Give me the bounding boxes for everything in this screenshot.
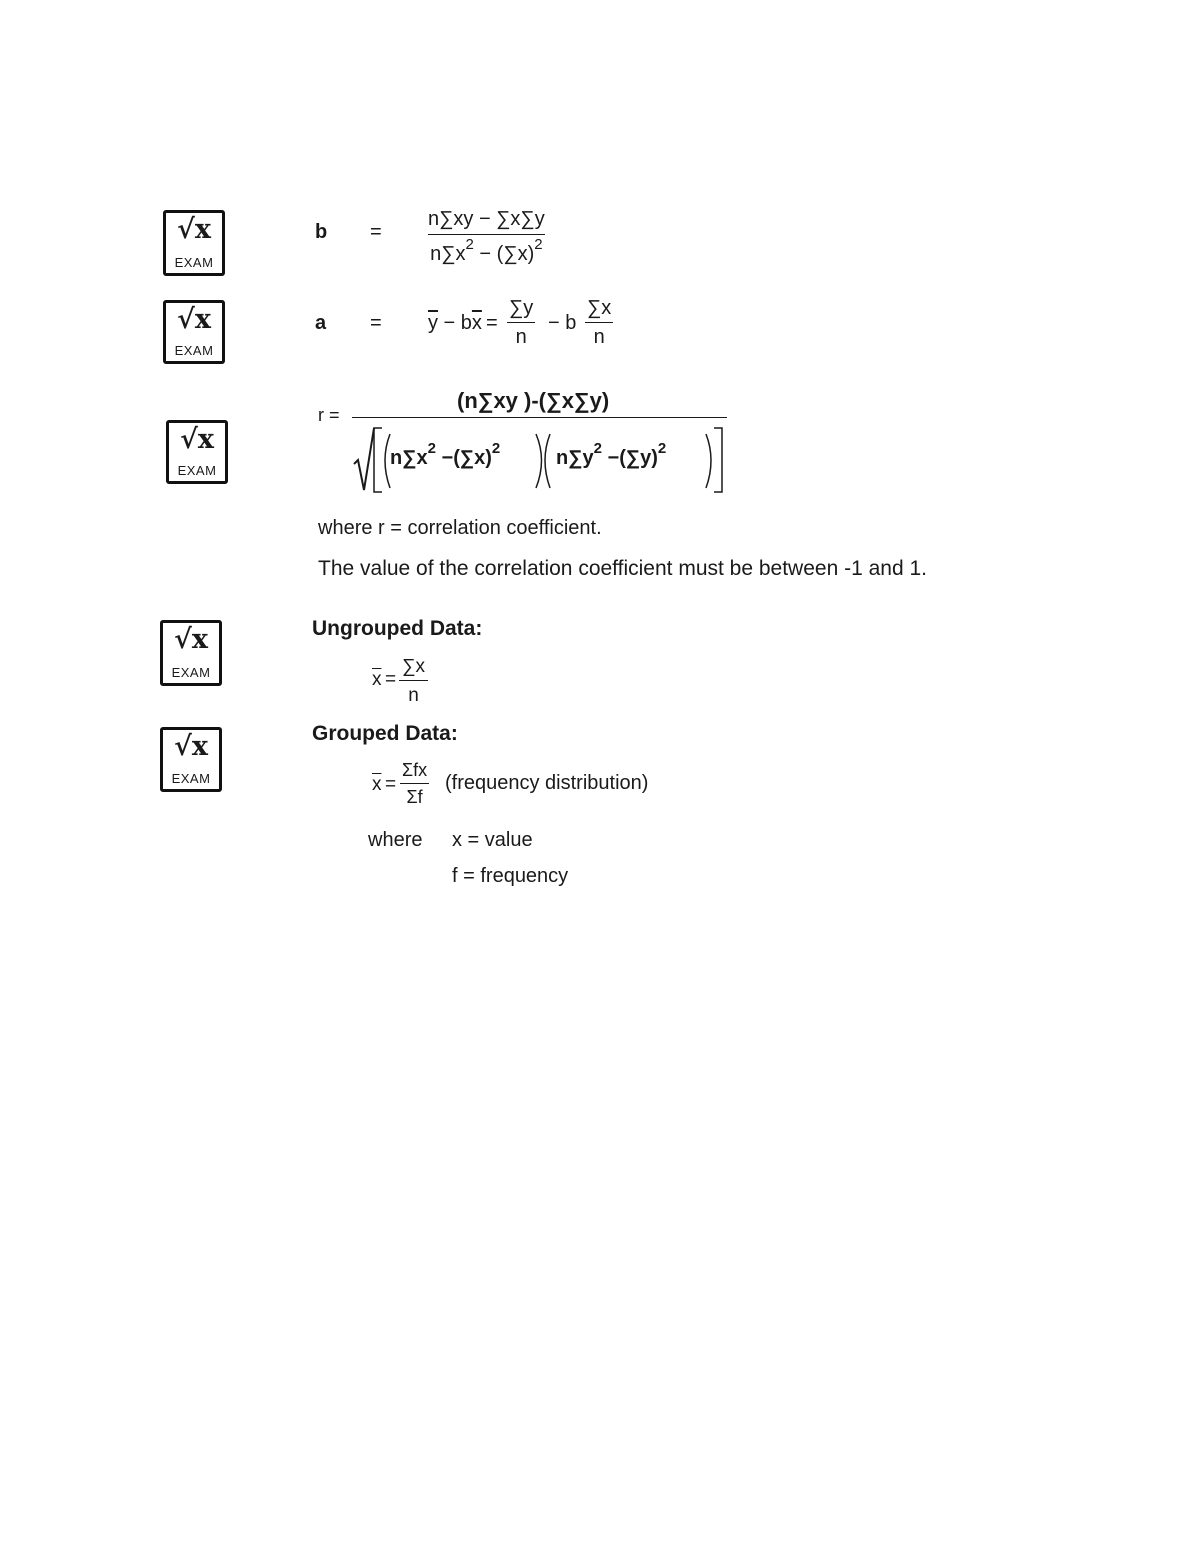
minus-b: − b bbox=[438, 312, 472, 334]
sum-x-over-n-fraction bbox=[399, 656, 428, 707]
exponent: 2 bbox=[491, 439, 501, 457]
term: n∑y bbox=[556, 447, 594, 469]
formula-b-numerator: n∑xy − ∑x∑y bbox=[428, 208, 545, 230]
where-r-note: where r = correlation coefficient. bbox=[318, 517, 602, 539]
fraction-numerator: ∑y bbox=[509, 297, 534, 319]
fraction-numerator: Σfx bbox=[402, 760, 428, 780]
exponent: 2 bbox=[534, 235, 543, 253]
x-bar: $\overline{x}$ bbox=[372, 669, 382, 690]
x-bar: $\overline{x}$ bbox=[372, 774, 382, 795]
fraction-denominator: Σf bbox=[406, 787, 423, 807]
definition-f: f = frequency bbox=[452, 865, 569, 887]
formula-b-fraction bbox=[428, 208, 545, 266]
exponent: 2 bbox=[427, 439, 436, 457]
grouped-heading: Grouped Data: bbox=[312, 722, 458, 745]
formula-a-equals-2: = bbox=[486, 312, 498, 334]
exam-badge-icon bbox=[160, 727, 222, 792]
denominator-group-2 bbox=[556, 439, 667, 469]
formula-r-numerator: (n∑xy )-(∑x∑y) bbox=[457, 388, 610, 413]
exponent: 2 bbox=[465, 235, 474, 253]
den-term: n∑x bbox=[430, 243, 466, 265]
mean-symbol bbox=[372, 775, 382, 794]
exam-badge-icon bbox=[160, 620, 222, 686]
formula-r-lhs: r = bbox=[318, 405, 340, 425]
sqrt-x-symbol: √x bbox=[177, 304, 211, 335]
denominator-group-1 bbox=[390, 439, 501, 469]
correlation-range-note: The value of the correlation coefficient must be between -1 and 1. bbox=[318, 557, 927, 580]
minus-b-term: − b bbox=[548, 312, 577, 334]
formula-b-lhs: b bbox=[315, 221, 328, 243]
formula-a-equals: = bbox=[370, 312, 382, 334]
exam-label: EXAM bbox=[171, 771, 211, 786]
ungrouped-heading: Ungrouped Data: bbox=[312, 617, 483, 640]
den-term: − (∑x) bbox=[473, 243, 535, 265]
exam-badge-icon bbox=[163, 210, 225, 276]
sqrt-x-symbol: √x bbox=[180, 424, 214, 455]
exam-badge-icon bbox=[163, 300, 225, 364]
formula-b-denominator bbox=[430, 235, 542, 266]
formula-b-equals: = bbox=[370, 221, 382, 243]
sqrt-x-symbol: √x bbox=[177, 214, 211, 245]
exam-label: EXAM bbox=[171, 665, 211, 680]
frequency-distribution-note: (frequency distribution) bbox=[445, 772, 649, 794]
exponent: 2 bbox=[657, 439, 667, 457]
exam-badge-icon bbox=[166, 420, 228, 484]
sqrt-x-symbol: √x bbox=[174, 731, 208, 762]
where-label: where bbox=[368, 829, 423, 851]
term: n∑x bbox=[390, 447, 428, 469]
x-bar: $\overline{x}$ bbox=[471, 312, 482, 334]
fraction-bar bbox=[352, 417, 727, 418]
exponent: 2 bbox=[593, 439, 602, 457]
equals: = bbox=[385, 774, 397, 795]
exam-label: EXAM bbox=[174, 343, 214, 358]
formula-a-lhs: a bbox=[315, 312, 327, 334]
sum-x-over-n bbox=[585, 297, 613, 349]
fraction-denominator: n bbox=[515, 326, 527, 348]
term: −(∑x) bbox=[435, 447, 492, 469]
sum-fx-over-sum-f-fraction bbox=[400, 760, 429, 808]
mean-symbol bbox=[372, 670, 382, 689]
definition-x: x = value bbox=[452, 829, 533, 851]
exam-label: EXAM bbox=[174, 255, 214, 270]
fraction-denominator: n bbox=[408, 685, 419, 706]
sqrt-x-symbol: √x bbox=[174, 624, 208, 655]
fraction-numerator: ∑x bbox=[402, 656, 426, 677]
exam-label: EXAM bbox=[177, 463, 217, 478]
y-bar: $\overline{y}$ bbox=[428, 312, 438, 334]
term: −(∑y) bbox=[601, 447, 658, 469]
sum-y-over-n bbox=[507, 297, 535, 349]
fraction-numerator: ∑x bbox=[587, 297, 612, 319]
equals: = bbox=[385, 669, 397, 690]
fraction-denominator: n bbox=[593, 326, 605, 348]
formula-a-expression bbox=[428, 313, 482, 333]
